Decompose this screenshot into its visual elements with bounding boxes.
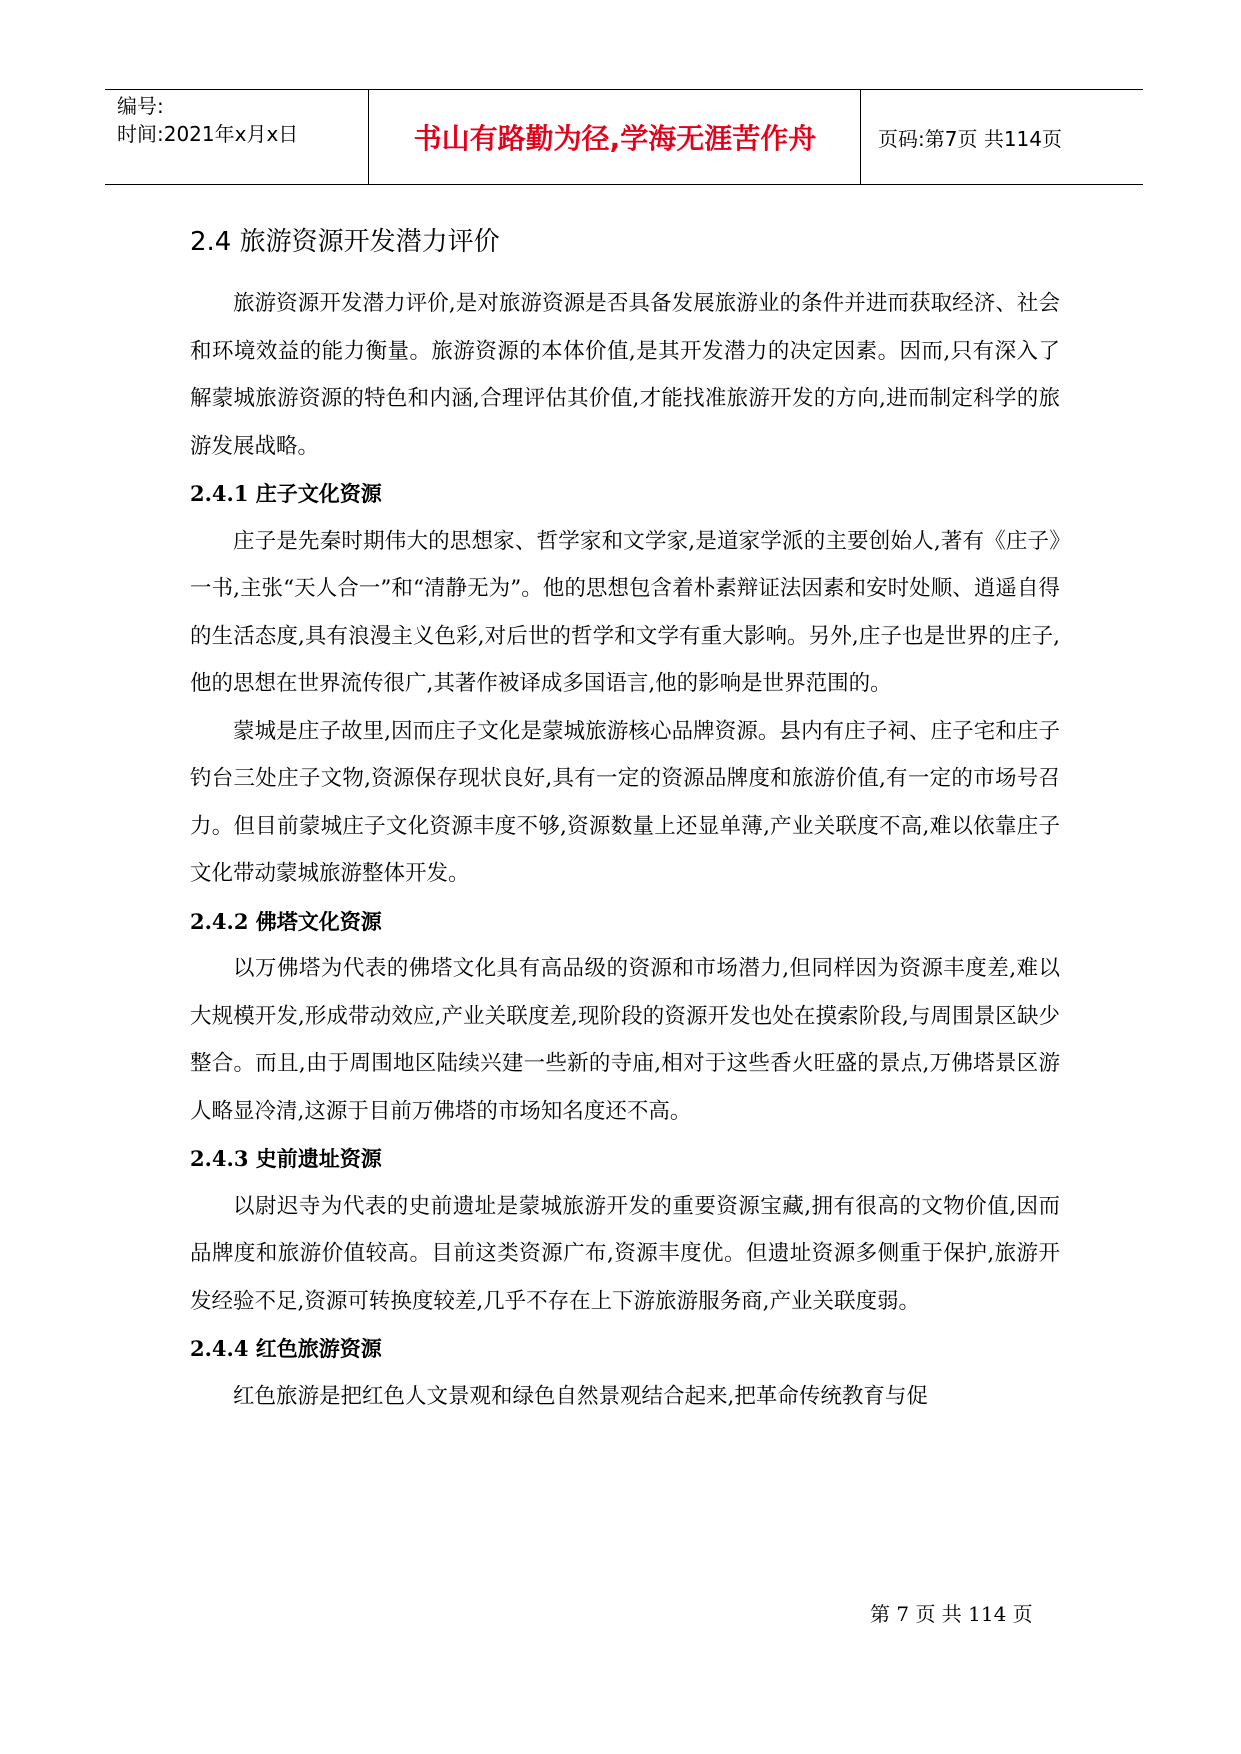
section-title: 2.4 旅游资源开发潜力评价 [190, 227, 500, 257]
body-paragraph: 以尉迟寺为代表的史前遗址是蒙城旅游开发的重要资源宝藏,拥有很高的文物价值,因而品牌度和旅游价值较高。目前这类资源广布,资源丰度优。但遗址资源多侧重于保护,旅游开发经验不足,资源可转换度较差,几乎不存在上下游旅游服务商,产业关联度弱。 [190, 1193, 1060, 1314]
header-divider-left [368, 90, 369, 184]
subsection-title: 2.4.3 史前遗址资源 [190, 1146, 382, 1171]
header-page-label: 页码:第7页 共114页 [878, 126, 1062, 151]
header-motto: 书山有路勤为径,学海无涯苦作舟 [413, 122, 817, 155]
body-paragraph: 以万佛塔为代表的佛塔文化具有高品级的资源和市场潜力,但同样因为资源丰度差,难以大规模开发,形成带动效应,产业关联度差,现阶段的资源开发也处在摸索阶段,与周围景区缺少整合。而且,由于周围地区陆续兴建一些新的寺庙,相对于这些香火旺盛的景点,万佛塔景区游人略显冷清,这源于目前万佛塔的市场知名度还不高。 [190, 956, 1060, 1124]
document-time-label: 时间:2021年x月x日 [117, 122, 299, 146]
subsection-title: 2.4.2 佛塔文化资源 [190, 908, 382, 934]
page-header [105, 89, 1143, 185]
body-paragraph: 庄子是先秦时期伟大的思想家、哲学家和文学家,是道家学派的主要创始人,著有《庄子》一书,主张“天人合一”和“清静无为”。他的思想包含着朴素辩证法因素和安时处顺、逍遥自得的生活态度,具有浪漫主义色彩,对后世的哲学和文学有重大影响。另外,庄子也是世界的庄子,他的思想在世界流传很广,其著作被译成多国语言,他的影响是世界范围的。 [190, 528, 1060, 696]
header-divider-right [860, 90, 861, 184]
subsection-title: 2.4.4 红色旅游资源 [190, 1336, 382, 1361]
section-intro-paragraph: 旅游资源开发潜力评价,是对旅游资源是否具备发展旅游业的条件并进而获取经济、社会和环境效益的能力衡量。旅游资源的本体价值,是其开发潜力的决定因素。因而,只有深入了解蒙城旅游资源的特色和内涵,合理评估其价值,才能找准旅游开发的方向,进而制定科学的旅游发展战略。 [190, 291, 1060, 459]
body-paragraph: 红色旅游是把红色人文景观和绿色自然景观结合起来,把革命传统教育与促 [233, 1383, 928, 1409]
document-number-label: 编号: [117, 94, 164, 118]
document-body [190, 224, 1060, 1420]
body-paragraph: 蒙城是庄子故里,因而庄子文化是蒙城旅游核心品牌资源。县内有庄子祠、庄子宅和庄子钓台三处庄子文物,资源保存现状良好,具有一定的资源品牌度和旅游价值,有一定的市场号召力。但目前蒙城庄子文化资源丰度不够,资源数量上还显单薄,产业关联度不高,难以依靠庄子文化带动蒙城旅游整体开发。 [190, 718, 1060, 886]
subsection-title: 2.4.1 庄子文化资源 [190, 481, 382, 506]
page-footer: 第 7 页 共 114 页 [870, 1602, 1033, 1626]
